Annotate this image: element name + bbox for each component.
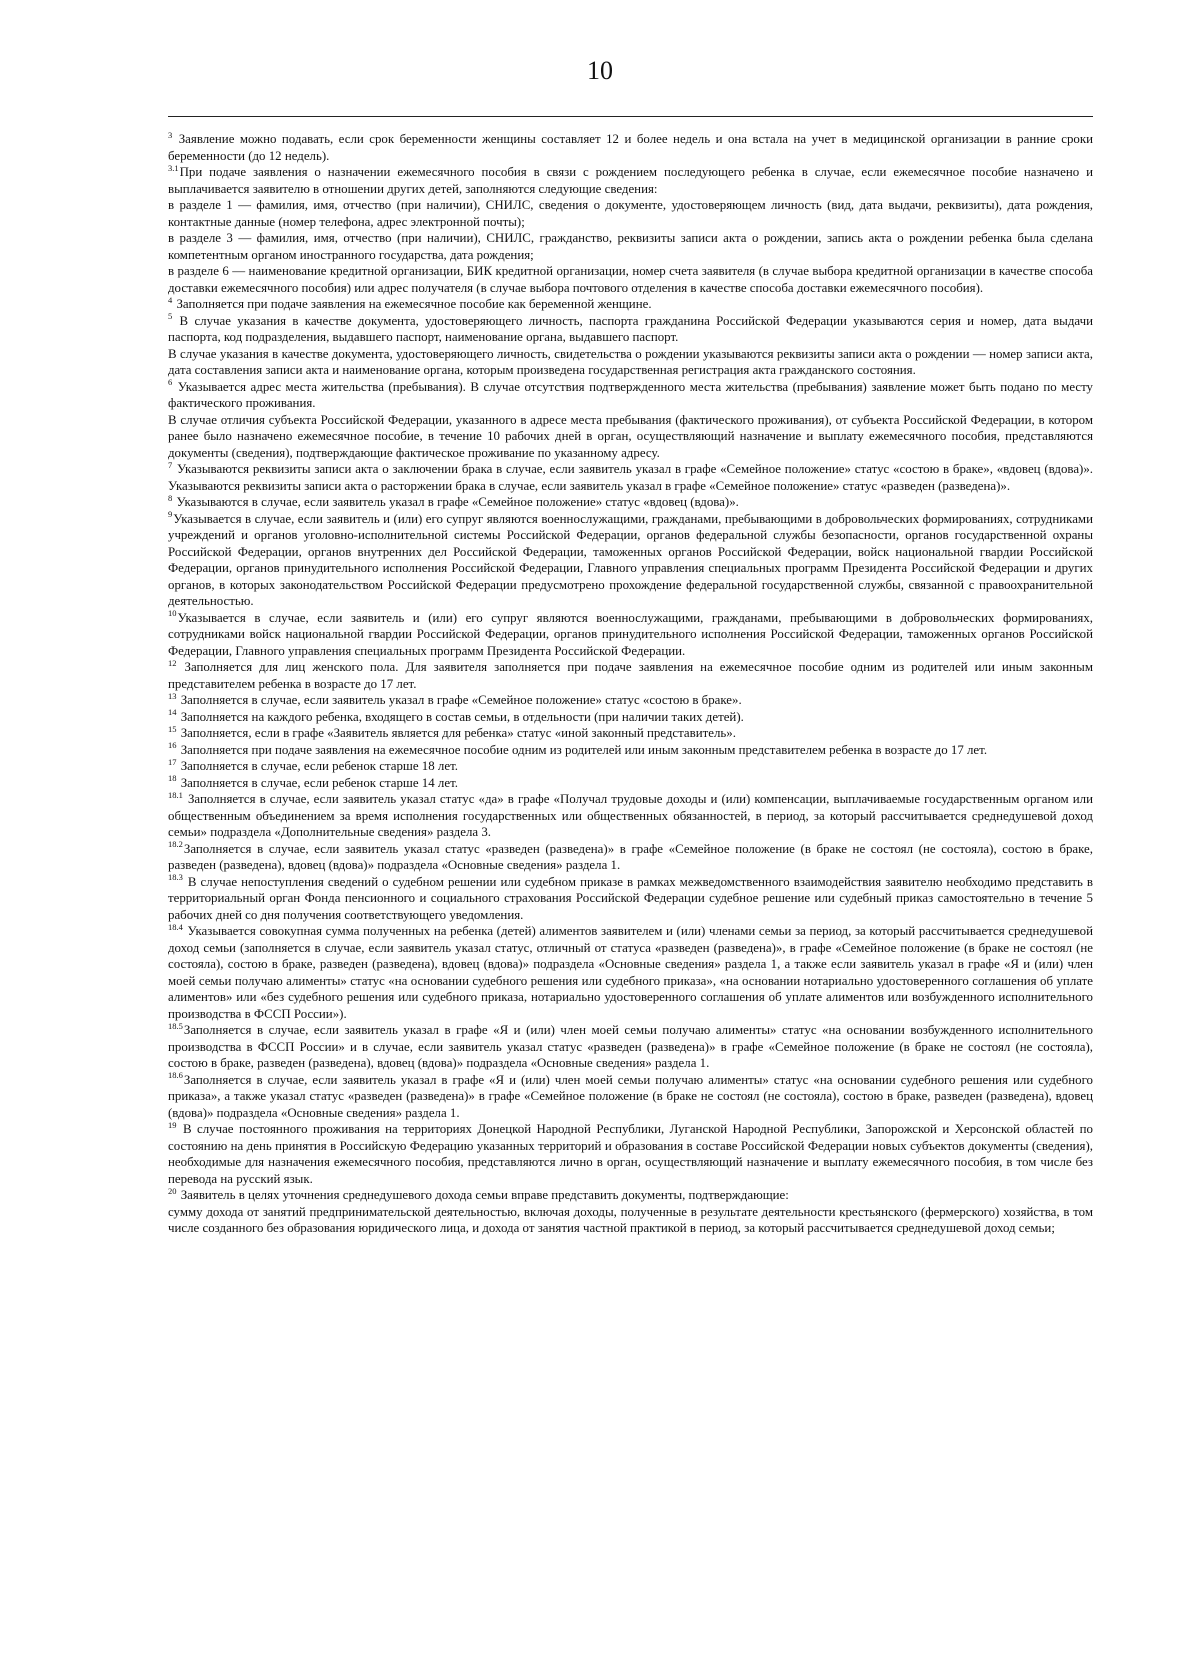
footnote-text: Заполняется при подаче заявления на ежемесячное пособие одним из родителей или иным законным представителем ребенка в возрасте до 17 лет.	[177, 742, 988, 757]
footnote-paragraph	[168, 230, 1093, 263]
footnote-mark: 15	[168, 723, 177, 734]
footnote-paragraph	[168, 296, 1093, 313]
footnote-text: Заявитель в целях уточнения среднедушевого дохода семьи вправе представить документы, подтверждающие:	[177, 1188, 789, 1202]
footnote-paragraph	[168, 659, 1093, 692]
footnote-mark: 17	[168, 756, 177, 767]
footnote-mark: 18.4	[168, 921, 183, 932]
footnote-text: При подаче заявления о назначении ежемесячного пособия в связи с рождением последующего ребенка в случае, если ежемесячное пособие назначено и выплачивается заявителю в отношении других детей, заполняются следующие сведения:	[168, 165, 1093, 196]
footnote-mark: 7	[168, 459, 173, 470]
footnote-text: В случае отличия субъекта Российской Федерации, указанного в адресе места пребывания (фактического проживания), от субъекта Российской Федерации, в котором ранее было назначено ежемесячное пособие, в течение 10 рабочих дней в орган, осуществляющий назначение и выплату ежемесячного пособия, представляются документы (сведения), подтверждающие фактическое проживание по указанному адресу.	[168, 412, 1093, 460]
footnote-text: Указывается совокупная сумма полученных на ребенка (детей) алиментов заявителем и (или) членами семьи за период, за который рассчитывается среднедушевой доход семьи (заполняется в случае, если заявитель указал статус, отличный от статуса «разведен (разведена)», в графе «Семейное положение (в браке не состоял (не состояла), состою в браке, разведен (разведена), вдовец (вдова)» подраздела «Основные сведения» раздела 1, а также если заявитель указал в графе «Я и (или) член моей семьи получаю алименты» статус «на основании судебного решения или судебного приказа», «на основании нотариально удостоверенного соглашения об уплате алиментов» или «без судебного решения или судебного приказа, нотариально удостоверенного соглашения об уплате алиментов или возбужденного исполнительного производства в ФССП России»).	[168, 924, 1093, 1021]
footnote-text: Заполняется в случае, если заявитель указал статус «разведен (разведена)» в графе «Семейное положение (в браке не состоял (не состояла), состою в браке, разведен (разведена), вдовец (вдова)» подраздела «Основные сведения» раздела 1.	[168, 841, 1093, 872]
footnote-text: Заполняется в случае, если заявитель указал статус «да» в графе «Получал трудовые доходы и (или) компенсации, выплачиваемые государственным органом или общественным объединением за время исполнения государственных или общественных обязанностей, в период, за который рассчитывается среднедушевой доход семьи» подраздела «Дополнительные сведения» раздела 3.	[168, 792, 1093, 839]
footnote-mark: 18.1	[168, 789, 183, 800]
footnote-mark: 18.5	[168, 1020, 183, 1031]
footnote-mark: 13	[168, 690, 177, 701]
footnote-mark: 3.1	[168, 162, 179, 173]
footnote-paragraph	[168, 511, 1093, 610]
footnote-paragraph	[168, 346, 1093, 379]
footnote-text: Заполняется в случае, если ребенок старше 14 лет.	[177, 775, 458, 790]
footnote-separator-line	[168, 116, 1093, 117]
footnote-mark: 3	[168, 129, 173, 140]
footnote-paragraph	[168, 461, 1093, 494]
footnote-text: Заполняется на каждого ребенка, входящего в состав семьи, в отдельности (при наличии таких детей).	[177, 709, 744, 724]
footnote-paragraph	[168, 923, 1093, 1022]
footnote-paragraph	[168, 313, 1093, 346]
footnote-mark: 18.2	[168, 839, 183, 850]
footnote-paragraph	[168, 197, 1093, 230]
footnote-paragraph	[168, 412, 1093, 462]
footnote-text: Указываются в случае, если заявитель указал в графе «Семейное положение» статус «вдовец (вдова)».	[173, 495, 739, 509]
footnote-text: Заполняется в случае, если заявитель указал в графе «Я и (или) член моей семьи получаю алименты» статус «на основании судебного решения или судебного приказа», а также указал статус «разведен (разведена)» в графе «Семейное положение (в браке не состоял (не состояла), состою в браке, разведен (разведена), вдовец (вдова)» подраздела «Основные сведения» раздела 1.	[168, 1072, 1093, 1120]
footnote-mark: 4	[168, 294, 173, 305]
footnote-paragraph	[168, 874, 1093, 924]
footnote-text: Заполняется в случае, если заявитель указал в графе «Я и (или) член моей семьи получаю алименты» статус «на основании возбужденного исполнительного производства в ФССП России» и в случае, если заявитель указал статус «разведен (разведена)» в графе «Семейное положение (в браке не состоял (не состояла), состою в браке, разведен (разведена), вдовец (вдова)» подраздела «Основные сведения» раздела 1.	[168, 1023, 1093, 1070]
footnote-text: Указывается в случае, если заявитель и (или) его супруг являются военнослужащими, гражданами, пребывающими в добровольческих формированиях, сотрудниками войск национальной гвардии Российской Федерации, органов принудительного исполнения Российской Федерации, таможенных органов Российской Федерации, Главного управления специальных программ Президента Российской Федерации.	[168, 610, 1093, 658]
footnote-mark: 18	[168, 773, 177, 784]
footnote-paragraph	[168, 1121, 1093, 1187]
footnote-paragraph	[168, 164, 1093, 197]
footnote-text: Заполняется для лиц женского пола. Для заявителя заполняется при подаче заявления на ежемесячное пособие одним из родителей или иным законным представителем ребенка в возрасте до 17 лет.	[168, 660, 1093, 691]
footnote-paragraph	[168, 1204, 1093, 1237]
footnote-text: В случае указания в качестве документа, удостоверяющего личность, паспорта гражданина Российской Федерации указываются серия и номер, дата выдачи паспорта, код подразделения, выдавшего паспорт, наименование органа, выдавшего паспорт.	[168, 313, 1093, 344]
footnote-paragraph	[168, 742, 1093, 759]
footnote-text: Указывается в случае, если заявитель и (или) его супруг являются военнослужащими, гражданами, пребывающими в добровольческих формированиях, сотрудниками учреждений и органов уголовно-исполнительной системы Российской Федерации, органов федеральной службы безопасности, органов государственной охраны Российской Федерации, органов внутренних дел Российской Федерации, таможенных органов Российской Федерации, войск национальной гвардии Российской Федерации, органов принудительного исполнения Российской Федерации, Главного управления специальных программ Президента Российской Федерации и других органов, в которых законодательством Российской Федерации предусмотрено прохождение федеральной государственной службы, связанной с правоохранительной деятельностью.	[168, 511, 1093, 608]
footnote-mark: 14	[168, 707, 177, 718]
footnote-mark: 18.6	[168, 1070, 183, 1081]
footnote-paragraph	[168, 1022, 1093, 1072]
page-number: 10	[587, 56, 613, 85]
footnote-text: Заполняется при подаче заявления на ежемесячное пособие как беременной женщине.	[173, 297, 652, 311]
footnote-mark: 6	[168, 377, 173, 388]
footnote-text: В случае указания в качестве документа, удостоверяющего личность, свидетельства о рождении указываются реквизиты записи акта о рождении — номер записи акта, дата составления записи акта и наименование органа, которым произведена государственная регистрация акта гражданского состояния.	[168, 346, 1093, 377]
footnote-paragraph	[168, 775, 1093, 792]
footnote-paragraph	[168, 791, 1093, 841]
footnote-mark: 12	[168, 657, 177, 668]
footnote-text: Указывается адрес места жительства (пребывания). В случае отсутствия подтвержденного места жительства (пребывания) заявление может быть подано по месту фактического проживания.	[168, 379, 1093, 410]
footnote-paragraph	[168, 758, 1093, 775]
footnote-text: в разделе 6 — наименование кредитной организации, БИК кредитной организации, номер счета заявителя (в случае выбора кредитной организации в качестве способа доставки ежемесячного пособия) или адрес получателя (в случае выбора почтового отделения в качестве способа доставки ежемесячного пособия).	[168, 264, 1093, 295]
footnote-mark: 19	[168, 1119, 177, 1130]
footnote-text: в разделе 3 — фамилия, имя, отчество (при наличии), СНИЛС, гражданство, реквизиты записи акта о рождении, запись акта о рождении ребенка была сделана компетентным органом иностранного государства, дата рождения;	[168, 231, 1093, 262]
footnote-paragraph	[168, 709, 1093, 726]
footnote-paragraph	[168, 692, 1093, 709]
footnote-mark: 16	[168, 740, 177, 751]
footnote-mark: 10	[168, 608, 177, 619]
footnote-paragraph	[168, 610, 1093, 660]
footnote-paragraph	[168, 1187, 1093, 1204]
footnote-mark: 5	[168, 311, 173, 322]
footnote-paragraph	[168, 131, 1093, 164]
footnote-text: В случае непоступления сведений о судебном решении или судебном приказе в рамках межведомственного взаимодействия заявителю необходимо представить в территориальный орган Фонда пенсионного и социального страхования Российской Федерации судебное решение или судебный приказ самостоятельно в течение 5 рабочих дней со дня получения соответствующего уведомления.	[168, 874, 1093, 922]
footnote-text: в разделе 1 — фамилия, имя, отчество (при наличии), СНИЛС, сведения о документе, удостоверяющем личность (вид, дата выдачи, реквизиты), дата рождения, контактные данные (номер телефона, адрес электронной почты);	[168, 198, 1093, 229]
footnote-paragraph	[168, 841, 1093, 874]
footnote-paragraph	[168, 263, 1093, 296]
footnotes-block	[168, 131, 1093, 1237]
footnote-text: В случае постоянного проживания на территориях Донецкой Народной Республики, Луганской Народной Республики, Запорожской и Херсонской областей по состоянию на день принятия в Российскую Федерацию указанных территорий и образования в составе Российской Федерации новых субъектов документы (сведения), необходимые для назначения ежемесячного пособия, представляются лично в орган, осуществляющий назначение и выплату ежемесячного пособия, в том числе без перевода на русский язык.	[168, 1122, 1093, 1186]
footnote-paragraph	[168, 725, 1093, 742]
footnote-mark: 9	[168, 509, 173, 520]
footnote-paragraph	[168, 494, 1093, 511]
footnote-text: Заполняется, если в графе «Заявитель является для ребенка» статус «иной законный представитель».	[177, 726, 736, 740]
footnote-mark: 8	[168, 492, 173, 503]
footnote-paragraph	[168, 379, 1093, 412]
footnote-text: Указываются реквизиты записи акта о заключении брака в случае, если заявитель указал в графе «Семейное положение» статус «состою в браке», «вдовец (вдова)». Указываются реквизиты записи акта о расторжении брака в случае, если заявитель указал в графе «Семейное положение» статус «разведен (разведена)».	[168, 462, 1093, 493]
footnote-text: Заполняется в случае, если ребенок старше 18 лет.	[177, 759, 458, 773]
footnote-text: Заполняется в случае, если заявитель указал в графе «Семейное положение» статус «состою в браке».	[177, 693, 742, 707]
footnote-mark: 18.3	[168, 872, 183, 883]
footnote-paragraph	[168, 1072, 1093, 1122]
footnote-text: сумму дохода от занятий предпринимательской деятельностью, включая доходы, полученные в результате деятельности крестьянского (фермерского) хозяйства, в том числе созданного без образования юридического лица, и дохода от занятия частной практикой в период, за который рассчитывается среднедушевой доход семьи;	[168, 1204, 1093, 1235]
footnote-text: Заявление можно подавать, если срок беременности женщины составляет 12 и более недель и она встала на учет в медицинской организации в ранние сроки беременности (до 12 недель).	[168, 132, 1093, 163]
footnote-mark: 20	[168, 1185, 177, 1196]
